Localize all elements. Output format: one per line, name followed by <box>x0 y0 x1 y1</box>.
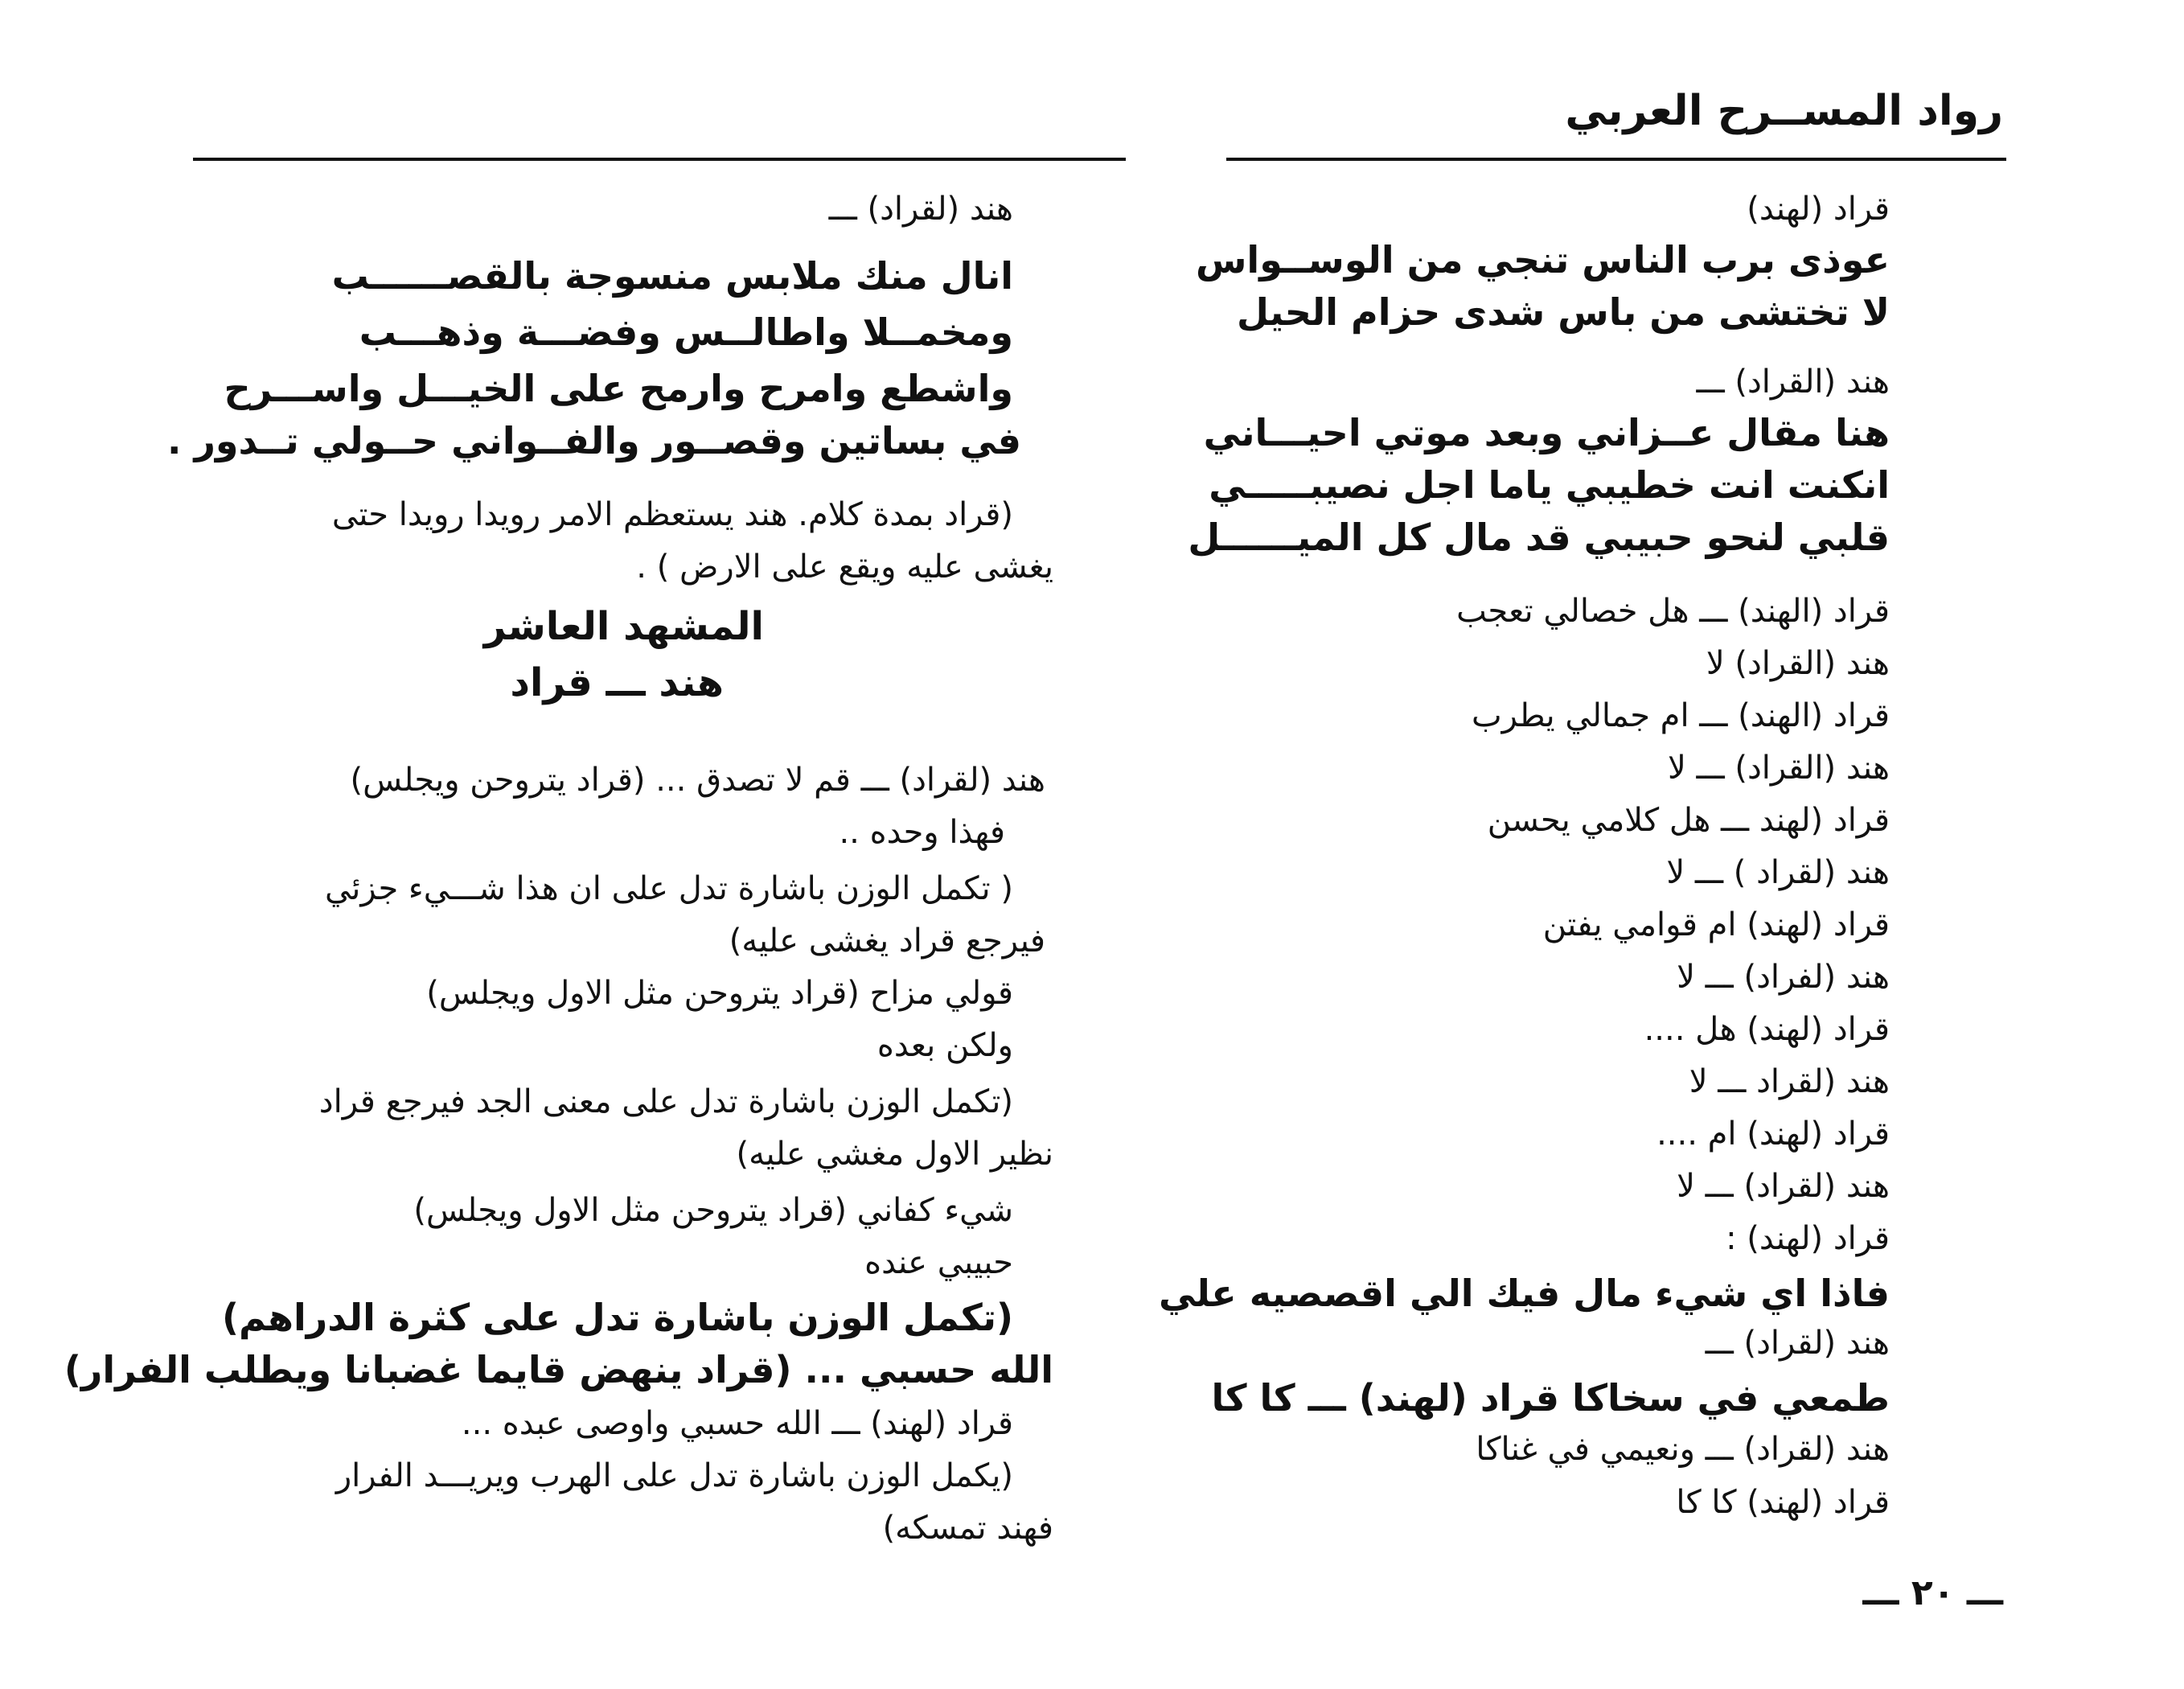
verse-line: لا تختشى من باس شدى حزام الحيل <box>1236 290 1890 334</box>
stage-direction: فهند تمسكه) <box>882 1510 1053 1547</box>
scene-title: المشهد العاشر <box>483 604 764 649</box>
scene-characters: هند ـــ قراد <box>510 660 724 705</box>
verse-line: في بساتين وقصــور والفــواني حــولي تــدور . <box>166 419 1021 462</box>
dialogue-line: الله حسبي ... (قراد ينهض قايما غضبانا ويطلب الفرار) <box>64 1348 1053 1391</box>
right-column <box>1158 0 1970 1689</box>
verse-line: هنا مقال عــزاني وبعد موتي احيـــاني <box>1203 411 1890 454</box>
verse-line: انكنت انت خطيبي ياما اجل نصيبـــــي <box>1209 463 1890 507</box>
stage-direction: (قراد بمدة كلام. هند يستعظم الامر رويدا رويدا حتى <box>331 496 1013 533</box>
stage-direction: ( تكمل الوزن باشارة تدل على ان هذا شـــيء جزئي <box>324 870 1013 907</box>
dialogue-line: شيء كفاني (قراد يتروحن مثل الاول ويجلس) <box>413 1192 1013 1229</box>
dialogue-line: قراد (الهند) ـــ هل خصالي تعجب <box>1456 593 1890 630</box>
stage-direction: يغشى عليه ويقع على الارض ) . <box>636 549 1053 586</box>
dialogue-line: هند (لقراد) ـــ <box>1705 1325 1890 1362</box>
dialogue-line: هند (لقراد) ـــ قم لا تصدق ... (قراد يتروحن ويجلس) <box>350 762 1045 799</box>
dialogue-line: ولكن بعده <box>876 1027 1013 1064</box>
dialogue-line: قراد (لهند) ـــ الله حسبي واوصى عبده ... <box>461 1405 1013 1442</box>
dialogue-line: قراد (لهند) هل .... <box>1644 1011 1890 1048</box>
verse-line: ومخمــلا واطالــس وفضـــة وذهـــب <box>359 310 1013 354</box>
dialogue-line: قراد (لهند) كا كا <box>1676 1484 1890 1521</box>
verse-line: طمعي في سخاكا قراد (لهند) ـــ كا كا <box>1211 1376 1890 1420</box>
dialogue-line: فهذا وحده .. <box>839 814 1005 851</box>
dialogue-line: هند (لقراد) ـــ ونعيمي في غناكا <box>1476 1431 1890 1468</box>
dialogue-line: قراد (لهند) ام قوامي يفتن <box>1542 906 1890 943</box>
dialogue-line: قراد (الهند) ـــ ام جمالي يطرب <box>1472 697 1890 734</box>
stage-direction: فيرجع قراد يغشى عليه) <box>729 923 1045 960</box>
stage-direction: نظير الاول مغشي عليه) <box>736 1136 1053 1173</box>
dialogue-line: قراد (لهند) : <box>1726 1220 1890 1257</box>
dialogue-line: قراد (لهند) <box>1747 191 1890 228</box>
dialogue-line: حبيبي عنده <box>864 1244 1013 1281</box>
left-column <box>64 0 1094 1689</box>
dialogue-line: هند (القراد) لا <box>1706 645 1890 682</box>
dialogue-line: هند (القراد) ـــ لا <box>1667 750 1890 787</box>
verse-line: قلبي لنحو حبيبي قد مال كل الميــــــل <box>1188 516 1890 559</box>
dialogue-line: هند (لفراد) ـــ لا <box>1677 959 1890 996</box>
stage-direction: (تكمل الوزن باشارة تدل على كثرة الدراهم) <box>222 1296 1013 1339</box>
verse-line: عوذى برب الناس تنجي من الوســواس <box>1195 238 1890 282</box>
dialogue-line: قراد (لهند ـــ هل كلامي يحسن <box>1487 802 1890 839</box>
stage-direction: (تكمل الوزن باشارة تدل على معنى الجد فيرجع قراد <box>318 1083 1013 1120</box>
dialogue-line: هند (القراد) ـــ <box>1696 364 1890 401</box>
dialogue-line: قراد (لهند) ام .... <box>1656 1116 1890 1153</box>
dialogue-line: هند (لقراد) ـــ <box>828 191 1013 228</box>
dialogue-line: قولي مزاح (قراد يتروحن مثل الاول ويجلس) <box>426 975 1013 1012</box>
running-header-title: رواد المســرح العربي <box>1565 87 2003 135</box>
page-number: ـــ ٢٠ ـــ <box>1862 1572 2003 1613</box>
dialogue-line: هند (لقراد) ـــ لا <box>1677 1168 1890 1205</box>
dialogue-line: هند (لقراد ) ـــ لا <box>1666 854 1890 891</box>
verse-line: واشطع وامرح وارمح على الخيـــل واســـرح <box>224 367 1013 410</box>
verse-line: فاذا اي شيء مال فيك الي اقصصيه علي <box>1158 1272 1890 1315</box>
stage-direction: (يكمل الوزن باشارة تدل على الهرب ويريـــد الفرار <box>335 1457 1013 1494</box>
dialogue-line: هند (لقراد ـــ لا <box>1689 1063 1890 1100</box>
verse-line: انال منك ملابس منسوجة بالقصــــــب <box>331 254 1013 298</box>
